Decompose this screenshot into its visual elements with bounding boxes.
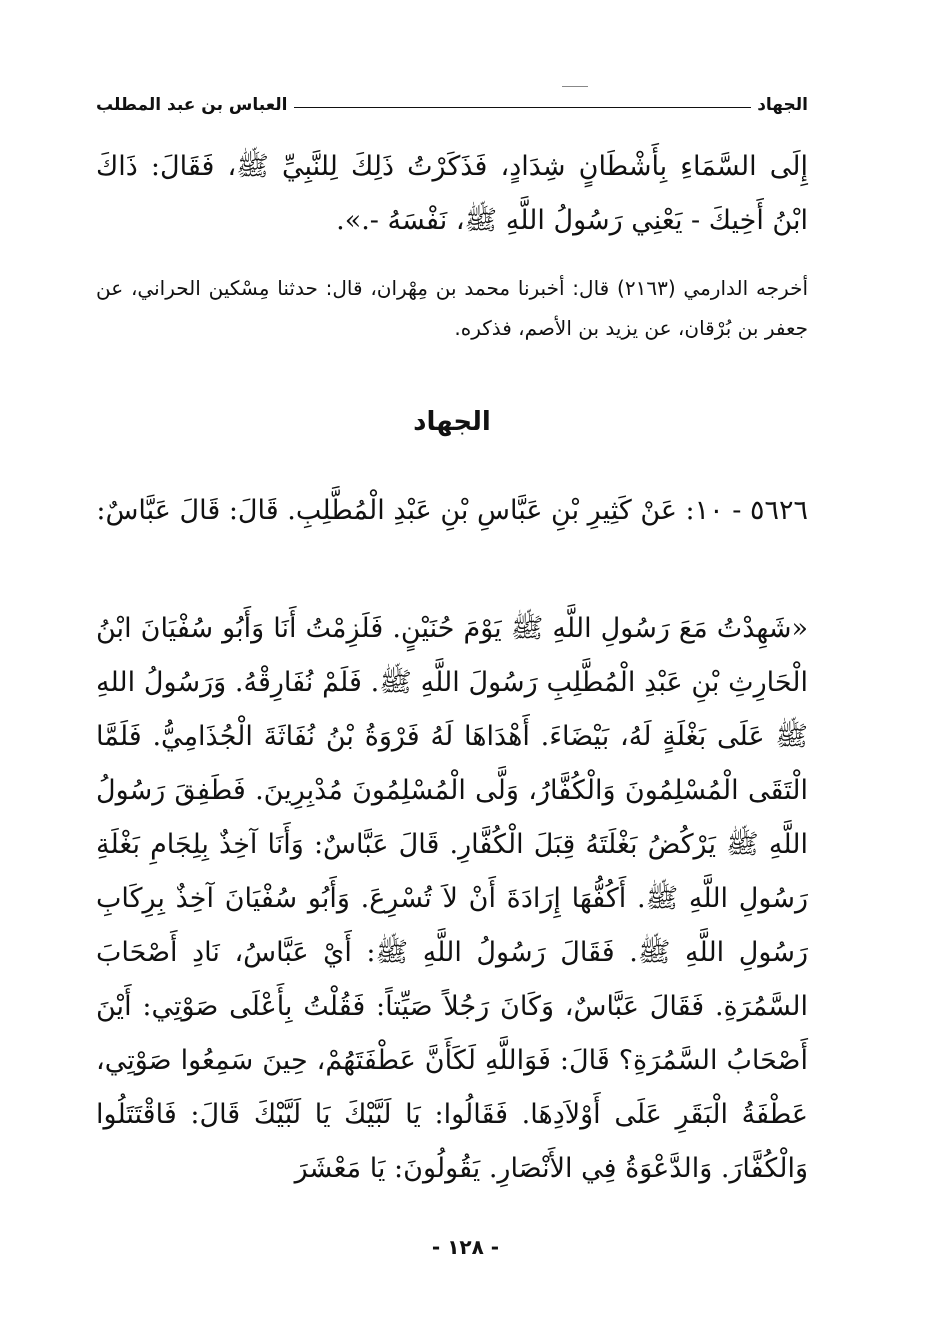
source-citation: أخرجه الدارمي (٢١٦٣) قال: أخبرنا محمد بن مِهْران، قال: حدثنا مِسْكين الحراني، عن جعفر بن بُرْقان، عن يزيد بن الأصم، فذكره. bbox=[96, 276, 808, 340]
previous-hadith-ending: إِلَى السَّمَاءِ بِأَشْطَانٍ شِدَادٍ، فَذَكَرْتُ ذَلِكَ لِلنَّبِيِّ ﷺ، فَقَالَ: ذَاكَ ابْنُ أَخِيكَ - يَعْنِي رَسُولُ اللَّهِ ﷺ، نَفْسَهُ -.». bbox=[96, 151, 808, 236]
hadith-text: «شَهِدْتُ مَعَ رَسُولِ اللَّهِ ﷺ يَوْمَ حُنَيْنٍ. فَلَزِمْتُ أَنَا وَأَبُو سُفْيَانَ ابْنُ الْحَارِثِ بْنِ عَبْدِ الْمُطَّلِبِ رَسُولَ اللَّهِ ﷺ. فَلَمْ نُفَارِقْهُ. وَرَسُولُ اللهِ ﷺ عَلَى بَغْلَةٍ لَهُ، بَيْضَاءَ. أَهْدَاهَا لَهُ فَرْوَةُ بْنُ نُفَاثَةَ الْجُذَامِيُّ. فَلَمَّا الْتَقَى الْمُسْلِمُونَ وَالْكُفَّارُ، وَلَّى الْمُسْلِمُونَ مُدْبِرِينَ. فَطَفِقَ رَسُولُ اللَّهِ ﷺ يَرْكُضُ بَغْلَتَهُ قِبَلَ الْكُفَّارِ. قَالَ عَبَّاسٌ: وَأَنَا آخِذٌ بِلِجَامِ بَغْلَةِ رَسُولِ اللَّهِ ﷺ. أَكُفُّهَا إِرَادَةَ أَنْ لاَ تُسْرِعَ. وَأَبُو سُفْيَانَ آخِذٌ بِرِكَابِ رَسُولِ اللَّهِ ﷺ. فَقَالَ رَسُولُ اللَّهِ ﷺ: أَيْ عَبَّاسُ، نَادِ أَصْحَابَ السَّمُرَةِ. فَقَالَ عَبَّاسٌ، وَكَانَ رَجُلاً صَيِّتاً: فَقُلْتُ بِأَعْلَى صَوْتِي: أَيْنَ أَصْحَابُ السَّمُرَةِ؟ قَالَ: فَوَاللَّهِ لَكَأَنَّ عَطْفَتَهُمْ، حِينَ سَمِعُوا صَوْتِي، عَطْفَةُ الْبَقَرِ عَلَى أَوْلاَدِهَا. فَقَالُوا: يَا لَبَّيْكَ يَا لَبَّيْكَ قَالَ: فَاقْتَتَلُوا وَالْكُفَّارَ. وَالدَّعْوَةُ فِي الأَنْصَارِ. يَقُولُونَ: يَا مَعْشَرَ bbox=[96, 613, 808, 1184]
header-chapter: العباس بن عبد المطلب bbox=[96, 95, 288, 115]
header-section: الجهاد bbox=[757, 95, 808, 115]
header-rule bbox=[294, 107, 752, 108]
scan-mark bbox=[562, 86, 588, 87]
hadith-intro: ٥٦٢٦ - ١٠: عَنْ كَثِيرِ بْنِ عَبَّاسِ بْنِ عَبْدِ الْمُطَّلِبِ. قَالَ: قَالَ عَبَّاسٌ: bbox=[96, 495, 808, 526]
page-number: - ١٢٨ - bbox=[431, 1235, 500, 1259]
section-title: الجهاد bbox=[413, 407, 491, 437]
running-header bbox=[96, 90, 808, 120]
